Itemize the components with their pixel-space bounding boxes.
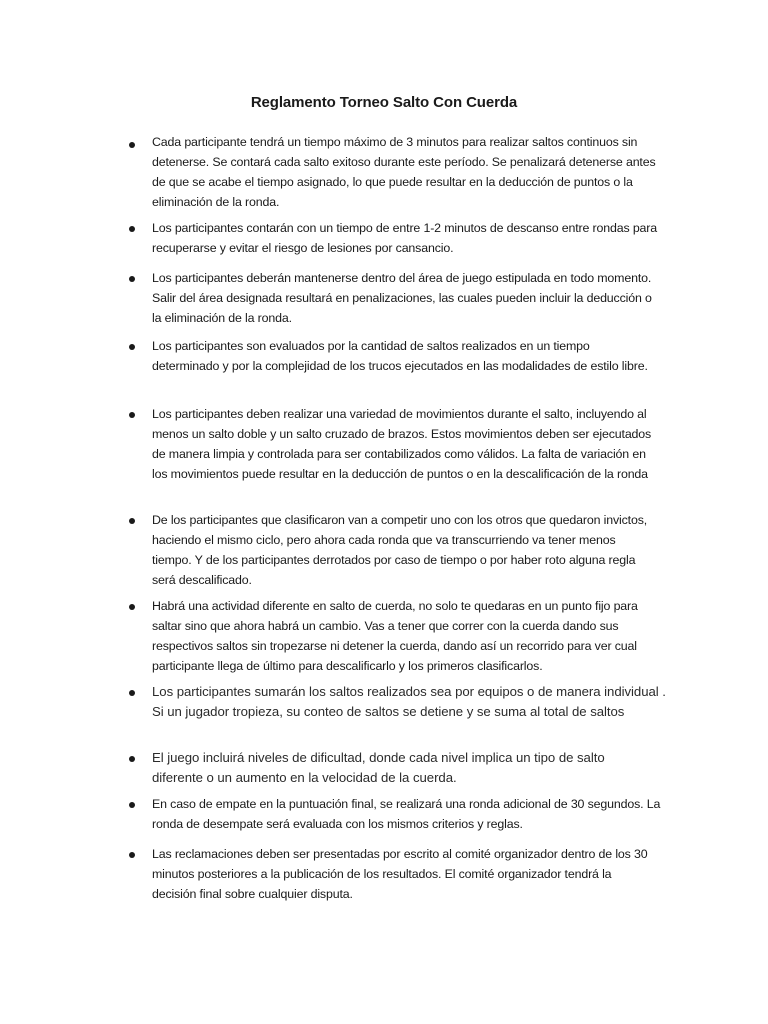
rule-text-7: Habrá una actividad diferente en salto de cuerda, no solo te quedaras en un punto fijo para saltar sino que ahora habrá un cambio. Vas a tener que correr con la cuerda dando sus respectivos saltos sin tropezarse ni detener la cuerda, dando así un recorrido para ver cual participante llega de último para descalificarlo y los primeros clasificarlos.	[152, 599, 638, 673]
rule-text-4: Los participantes son evaluados por la cantidad de saltos realizados en un tiempo determinado y por la complejidad de los trucos ejecutados en las modalidades de estilo libre.	[152, 339, 648, 373]
bullet-icon	[129, 518, 135, 524]
rule-text-8: Los participantes sumarán los saltos realizados sea por equipos o de manera individual . Si un jugador tropieza, su conteo de saltos se detiene y se suma al total de saltos	[152, 684, 666, 719]
bullet-icon	[129, 604, 135, 610]
bullet-icon	[129, 690, 135, 696]
bullet-icon	[129, 276, 135, 282]
bullet-icon	[129, 802, 135, 808]
bullet-icon	[129, 142, 135, 148]
rule-text-9: El juego incluirá niveles de dificultad, donde cada nivel implica un tipo de salto diferente o un aumento en la velocidad de la cuerda.	[152, 750, 605, 785]
rule-text-5: Los participantes deben realizar una variedad de movimientos durante el salto, incluyendo al menos un salto doble y un salto cruzado de brazos. Estos movimientos deben ser ejecutados de manera limpia y controlada para ser contabilizados como válidos. La falta de variación en los movimientos puede resultar en la deducción de puntos o en la descalificación de la ronda	[152, 407, 652, 481]
bullet-icon	[129, 412, 135, 418]
rule-text-2: Los participantes contarán con un tiempo de entre 1-2 minutos de descanso entre rondas para recuperarse y evitar el riesgo de lesiones por cansancio.	[152, 221, 658, 255]
rule-text-10: En caso de empate en la puntuación final, se realizará una ronda adicional de 30 segundos. La ronda de desempate será evaluada con los mismos criterios y reglas.	[152, 797, 661, 831]
bullet-icon	[129, 852, 135, 858]
bullet-icon	[129, 344, 135, 350]
bullet-icon	[129, 756, 135, 762]
rule-text-6: De los participantes que clasificaron van a competir uno con los otros que quedaron invictos, haciendo el mismo ciclo, pero ahora cada ronda que va transcurriendo va tener menos tiempo. Y de los participantes derrotados por caso de tiempo o por haber roto alguna regla será descalificado.	[152, 513, 648, 587]
bullet-icon	[129, 226, 135, 232]
document-title: Reglamento Torneo Salto Con Cuerda	[250, 94, 518, 111]
rule-text-1: Cada participante tendrá un tiempo máximo de 3 minutos para realizar saltos continuos sin detenerse. Se contará cada salto exitoso durante este período. Se penalizará detenerse antes de que se acabe el tiempo asignado, lo que puede resultar en la deducción de puntos o la eliminación de la ronda.	[152, 135, 656, 209]
rule-text-11: Las reclamaciones deben ser presentadas por escrito al comité organizador dentro de los 30 minutos posteriores a la publicación de los resultados. El comité organizador tendrá la decisión final sobre cualquier disputa.	[152, 847, 648, 901]
rule-text-3: Los participantes deberán mantenerse dentro del área de juego estipulada en todo momento. Salir del área designada resultará en penalizaciones, las cuales pueden incluir la deducción o la eliminación de la ronda.	[152, 271, 652, 325]
